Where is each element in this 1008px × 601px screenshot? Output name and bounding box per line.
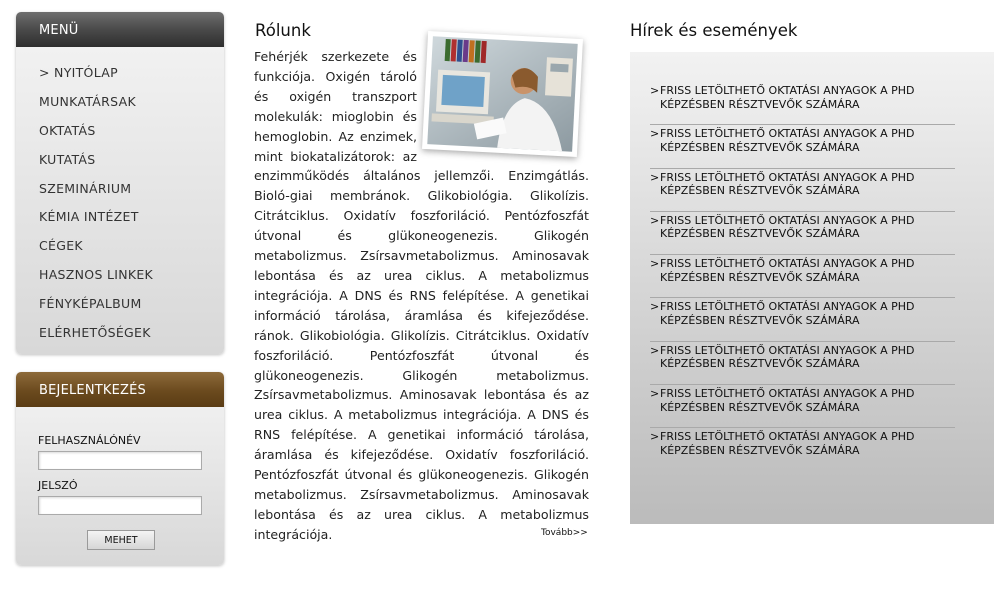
news-item-text: FRISS LETÖLTHETŐ OKTATÁSI ANYAGOK A PHD KÉPZÉSBEN RÉSZTVEVŐK SZÁMÁRA: [660, 170, 915, 198]
menu-item-oktatas[interactable]: OKTATÁS: [39, 122, 96, 138]
menu-item-kutatas[interactable]: KUTATÁS: [39, 151, 96, 167]
username-label: FELHASZNÁLÓNÉV: [38, 434, 141, 447]
news-item[interactable]: [650, 169, 955, 212]
menu-item-munkatarsak[interactable]: MUNKATÁRSAK: [39, 93, 136, 109]
username-input[interactable]: [38, 451, 202, 470]
news-bullet: >: [650, 387, 660, 401]
about-text-block: [254, 47, 589, 545]
menu-item-hasznos-linkek[interactable]: HASZNOS LINKEK: [39, 267, 154, 283]
login-title: BEJELENTKEZÉS: [16, 372, 224, 407]
news-bullet: >: [650, 300, 660, 314]
news-item[interactable]: [650, 298, 955, 341]
password-input[interactable]: [38, 496, 202, 515]
menu-item-nyitolap[interactable]: > NYITÓLAP: [39, 65, 118, 80]
photo-spacer: [417, 47, 589, 165]
news-bullet: >: [650, 127, 660, 141]
login-box: [16, 372, 224, 565]
more-link[interactable]: Tovább>>: [541, 528, 588, 538]
news-bullet: >: [650, 84, 660, 97]
menu-item-elerhetosegek[interactable]: ELÉRHETŐSÉGEK: [39, 325, 151, 341]
news-title: Hírek és események: [630, 21, 798, 40]
news-item[interactable]: [650, 255, 955, 298]
menu-item-fenykepalbum[interactable]: FÉNYKÉPALBUM: [39, 296, 142, 312]
news-bullet: >: [650, 257, 660, 271]
news-bullet: >: [650, 213, 660, 227]
news-item[interactable]: [650, 212, 955, 255]
news-item[interactable]: [650, 342, 955, 385]
news-item-text: FRISS LETÖLTHETŐ OKTATÁSI ANYAGOK A PHD KÉPZÉSBEN RÉSZTVEVŐK SZÁMÁRA: [660, 84, 915, 111]
menu-title: MENÜ: [16, 12, 224, 47]
news-bullet: >: [650, 430, 660, 444]
news-bullet: >: [650, 170, 660, 184]
news-item-text: FRISS LETÖLTHETŐ OKTATÁSI ANYAGOK A PHD KÉPZÉSBEN RÉSZTVEVŐK SZÁMÁRA: [660, 127, 915, 154]
news-item-text: FRISS LETÖLTHETŐ OKTATÁSI ANYAGOK A PHD KÉPZÉSBEN RÉSZTVEVŐK SZÁMÁRA: [660, 300, 915, 327]
news-list: [630, 52, 994, 472]
menu-item-kemia-intezet[interactable]: KÉMIA INTÉZET: [39, 209, 139, 225]
news-item-text: FRISS LETÖLTHETŐ OKTATÁSI ANYAGOK A PHD KÉPZÉSBEN RÉSZTVEVŐK SZÁMÁRA: [660, 257, 915, 284]
menu-list: [16, 47, 224, 348]
news-item-text: FRISS LETÖLTHETŐ OKTATÁSI ANYAGOK A PHD KÉPZÉSBEN RÉSZTVEVŐK SZÁMÁRA: [660, 213, 915, 241]
password-label: JELSZÓ: [38, 479, 78, 492]
news-item[interactable]: [650, 385, 955, 428]
login-form: [16, 407, 224, 550]
news-item[interactable]: [650, 428, 955, 471]
menu-item-szeminarium[interactable]: SZEMINÁRIUM: [39, 180, 132, 196]
news-item[interactable]: [650, 82, 955, 125]
news-panel: [630, 52, 994, 524]
news-item-text: FRISS LETÖLTHETŐ OKTATÁSI ANYAGOK A PHD KÉPZÉSBEN RÉSZTVEVŐK SZÁMÁRA: [660, 387, 915, 414]
about-text: Fehérjék szerkezete és funkciója. Oxigén tároló és oxigén transzport molekulák: mioglobin és hemoglobin. Az enzimek, mint biokatalizátorok: az enzimműködés általános jellemzői. Enzimgátlás. Bioló-giai membránok. Glikobiológia. Glikolízis. Citrátciklus. Oxidatív foszforiláció. Pentózfoszfát útvonal és glükoneogenezis. Glikogén metabolizmus. Zsírsavmetabolizmus. Aminosavak lebontása és az urea ciklus. A metabolizmus integrációja. A DNS és RNS felépítése. A genetikai információ tárolása, áramlása és kifejeződése. ránok. Glikobiológia. Glikolízis. Citrátciklus. Oxidatív foszforiláció. Pentózfoszfát útvonal és glükoneogenezis. Glikogén metabolizmus. Zsírsavmetabolizmus. Aminosavak lebontása és az urea ciklus. A metabolizmus integrációja. A DNS és RNS felépítése. A genetikai információ tárolása, áramlása és kifejeződése. Oxidatív foszforiláció. Pentózfoszfát útvonal és glükoneogenezis. Glikogén metabolizmus. Zsírsavmetabolizmus. Aminosavak lebontása és az urea ciklus. A metabolizmus integrációja.: [254, 49, 589, 542]
about-title: Rólunk: [255, 21, 311, 40]
news-item-text: FRISS LETÖLTHETŐ OKTATÁSI ANYAGOK A PHD KÉPZÉSBEN RÉSZTVEVŐK SZÁMÁRA: [660, 430, 915, 457]
news-bullet: >: [650, 343, 660, 357]
news-item[interactable]: [650, 125, 955, 168]
menu-item-cegek[interactable]: CÉGEK: [39, 238, 83, 254]
login-submit-button[interactable]: MEHET: [87, 530, 155, 550]
news-item-text: FRISS LETÖLTHETŐ OKTATÁSI ANYAGOK A PHD KÉPZÉSBEN RÉSZTVEVŐK SZÁMÁRA: [660, 343, 915, 371]
menu-box: [16, 12, 224, 354]
